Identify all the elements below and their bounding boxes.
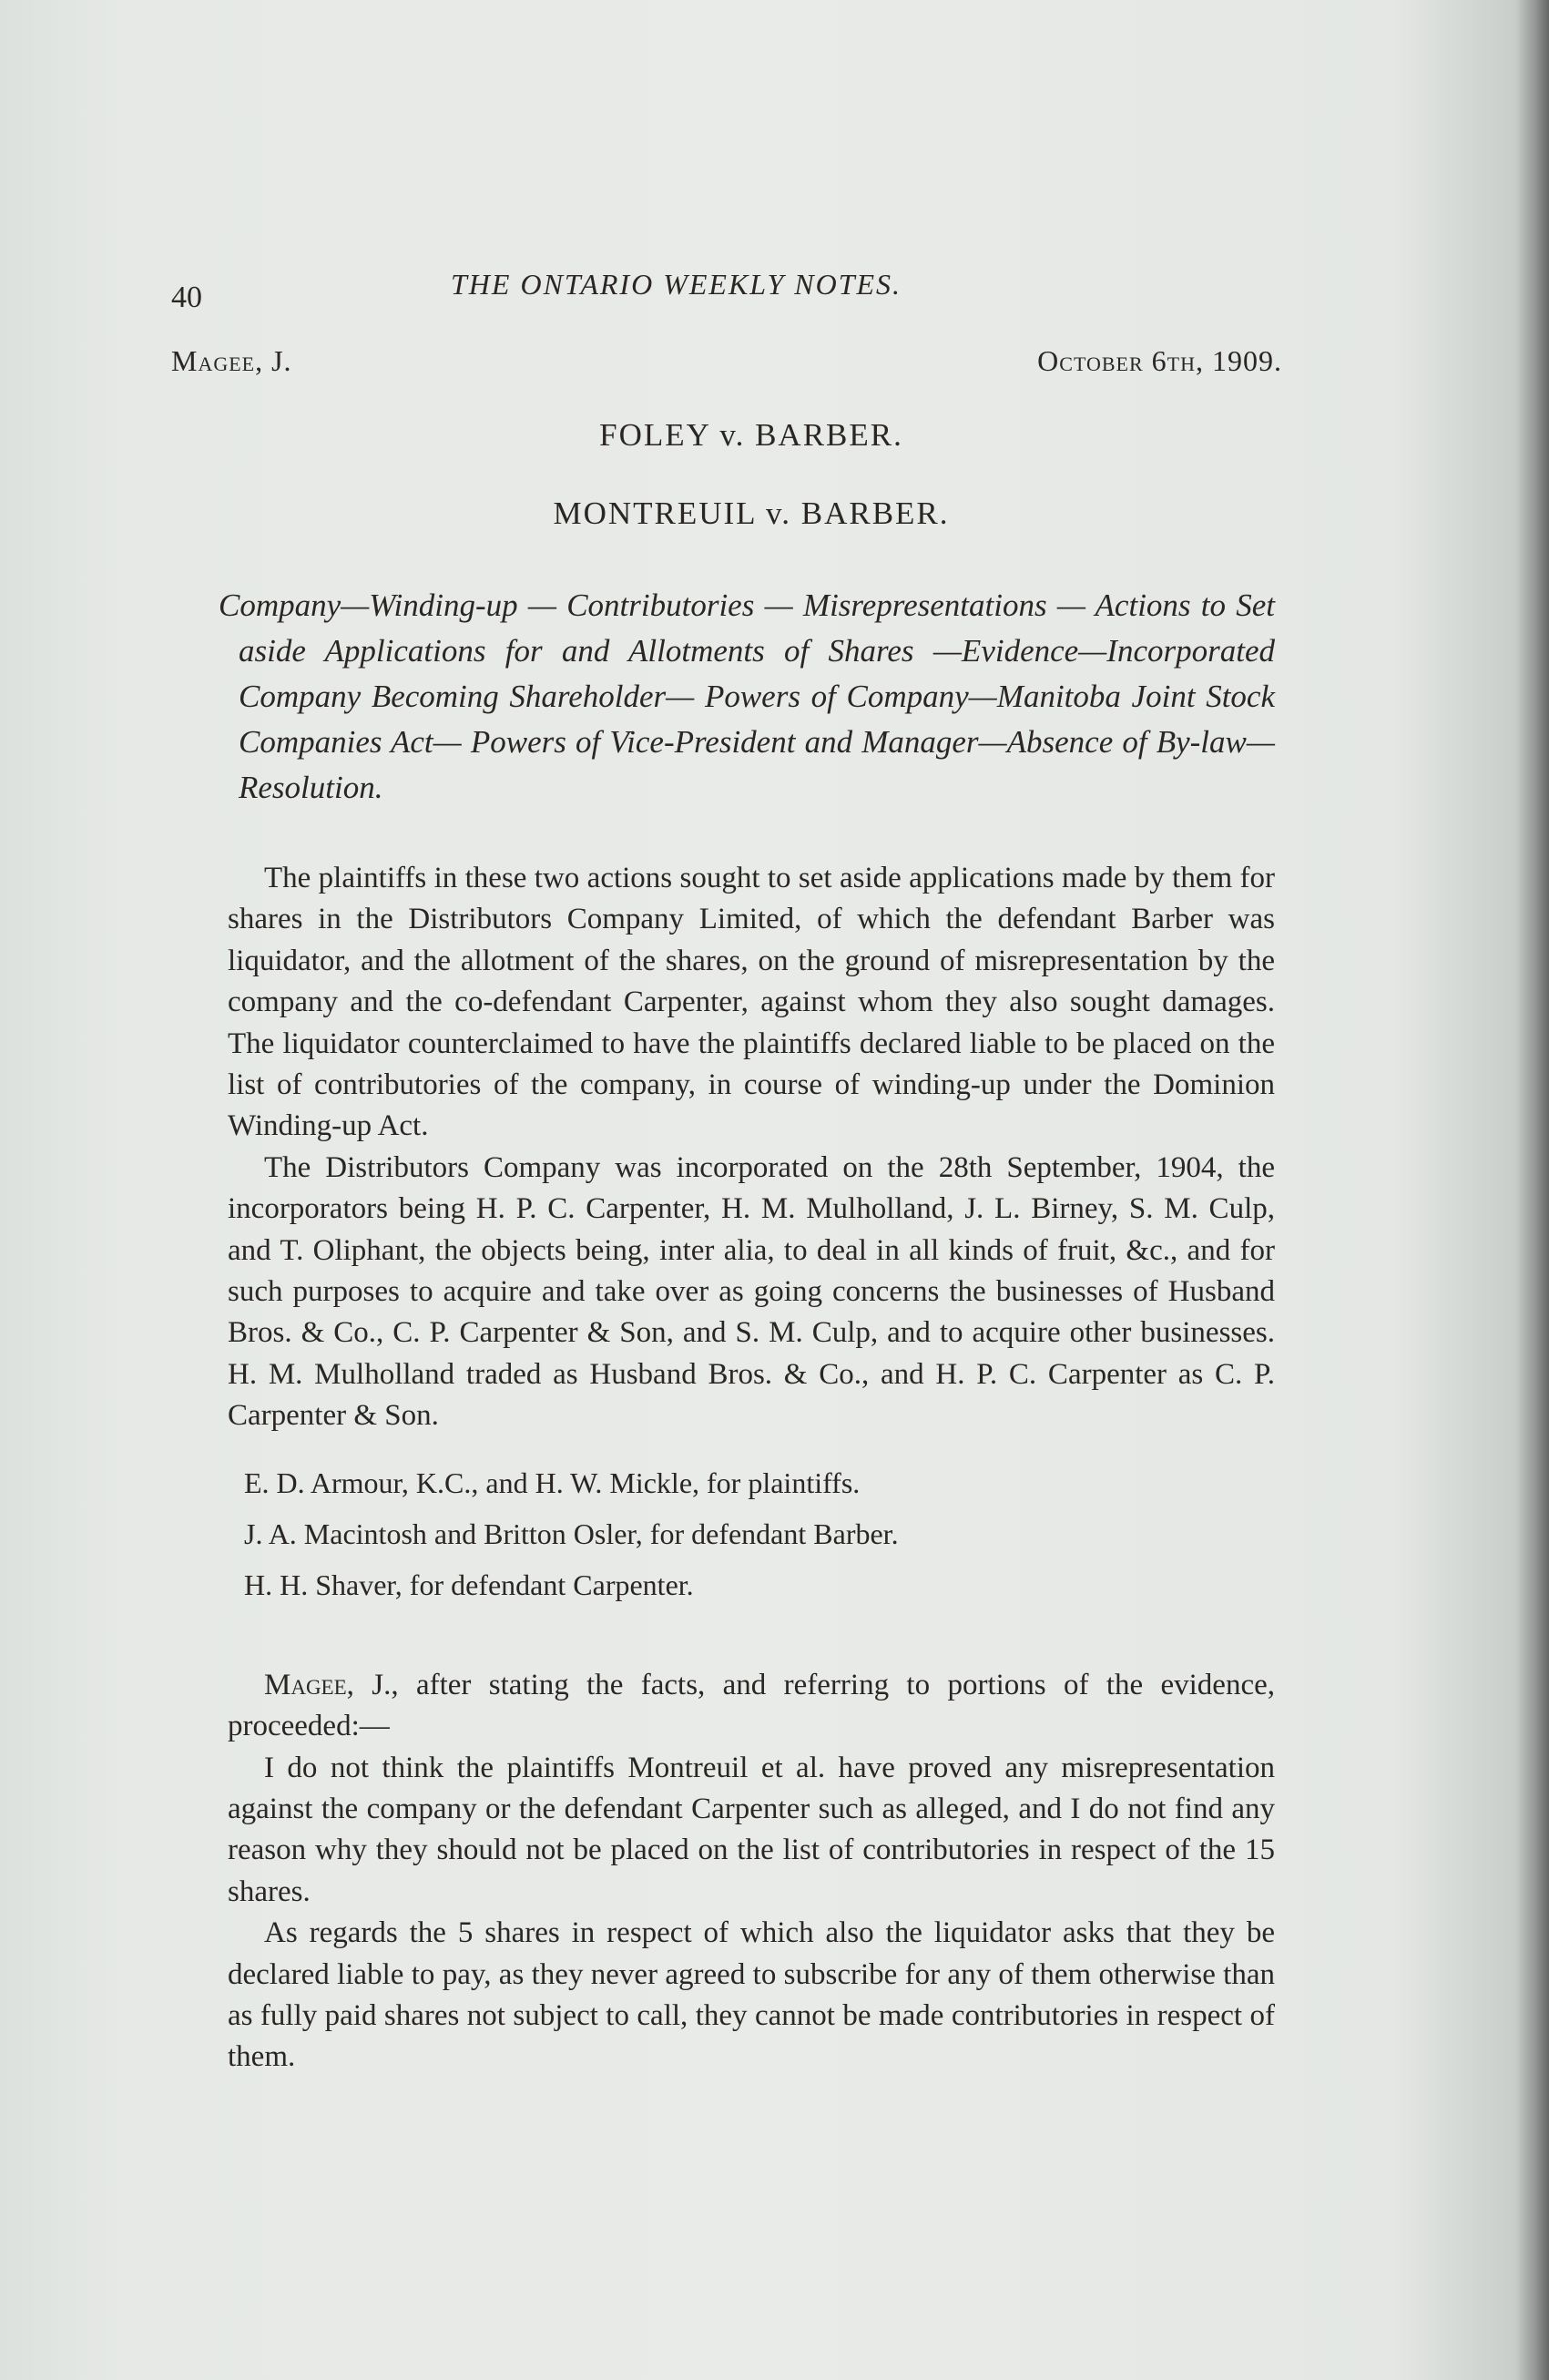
statement-paragraph: The plaintiffs in these two actions sought to set aside applications made by them for shares in the Distributors Company Limited, of which the defendant Barber was liquidator, and the allotment of the shares, on the ground of misrepresentation by the company and the co-defendant Carpenter, against whom they also sought damages. The liquidator counterclaimed to have the plaintiffs declared liable to be placed on the list of contributories of the company, in course of winding-up under the Dominion Winding-up Act.: [228, 862, 1275, 1143]
judgment-opening-text: , after stating the facts, and referring to portions of the evidence, proceeded:—: [228, 1668, 1275, 1743]
case-title-montreuil: MONTREUIL v. BARBER.: [553, 495, 950, 531]
counsel-line: J. A. Macintosh and Britton Osler, for defendant Barber.: [244, 1517, 899, 1550]
judge-name: Magee, J.: [171, 344, 292, 377]
statement-paragraph: The Distributors Company was incorporated on the 28th September, 1904, the incorporators being H. P. C. Carpenter, H. M. Mulholland, J. L. Birney, S. M. Culp, and T. Oliphant, the objects being, inter alia, to deal in all kinds of fruit, &c., and for such purposes to acquire and take over as going concerns the businesses of Husband Bros. & Co., C. P. Carpenter & Son, and S. M. Culp, and to acquire other businesses. H. M. Mulholland traded as Husband Bros. & Co., and H. P. C. Carpenter as C. P. Carpenter & Son.: [228, 1150, 1275, 1433]
judgment-paragraph: I do not think the plaintiffs Montreuil et al. have proved any misrepresentation against the company or the defendant Carpenter such as alleged, and I do not find any reason why they should not be placed on the list of contributories in respect of the 15 shares.: [228, 1751, 1275, 1908]
judgment: [228, 1665, 1275, 2079]
judgment-judge-name: Magee, J.: [264, 1668, 392, 1701]
page-number: 40: [171, 281, 202, 314]
case-title-foley: FOLEY v. BARBER.: [599, 417, 903, 453]
book-gutter-shadow: [1514, 0, 1549, 2380]
text-block: [171, 264, 1282, 2079]
counsel-line: H. H. Shaver, for defendant Carpenter.: [244, 1568, 694, 1601]
judgment-paragraph: As regards the 5 shares in respect of which also the liquidator asks that they be declared liable to pay, as they never agreed to subscribe for any of them otherwise than as fully paid shares not subject to call, they cannot be made contributories in respect of them.: [228, 1916, 1275, 2074]
judgment-opening: [228, 1665, 1275, 1748]
statement-of-facts: [228, 858, 1275, 1437]
running-title: THE ONTARIO WEEKLY NOTES.: [451, 268, 902, 301]
decision-date: October 6th, 1909.: [1037, 344, 1282, 377]
judge-date-line: [171, 344, 1282, 408]
headnote: Company—Winding-up — Contributories — Misrepresentations — Actions to Set aside Applications for and Allotments of Shares —Evidence—Incorporated Company Becoming Shareholder— Powers of Company—Manitoba Joint Stock Companies Act— Powers of Vice-President and Manager—Absence of By-law— Resolution.: [219, 587, 1275, 805]
running-head: [171, 264, 1275, 319]
counsel-list: [228, 1457, 1275, 1610]
counsel-line: E. D. Armour, K.C., and H. W. Mickle, for plaintiffs.: [244, 1466, 861, 1499]
